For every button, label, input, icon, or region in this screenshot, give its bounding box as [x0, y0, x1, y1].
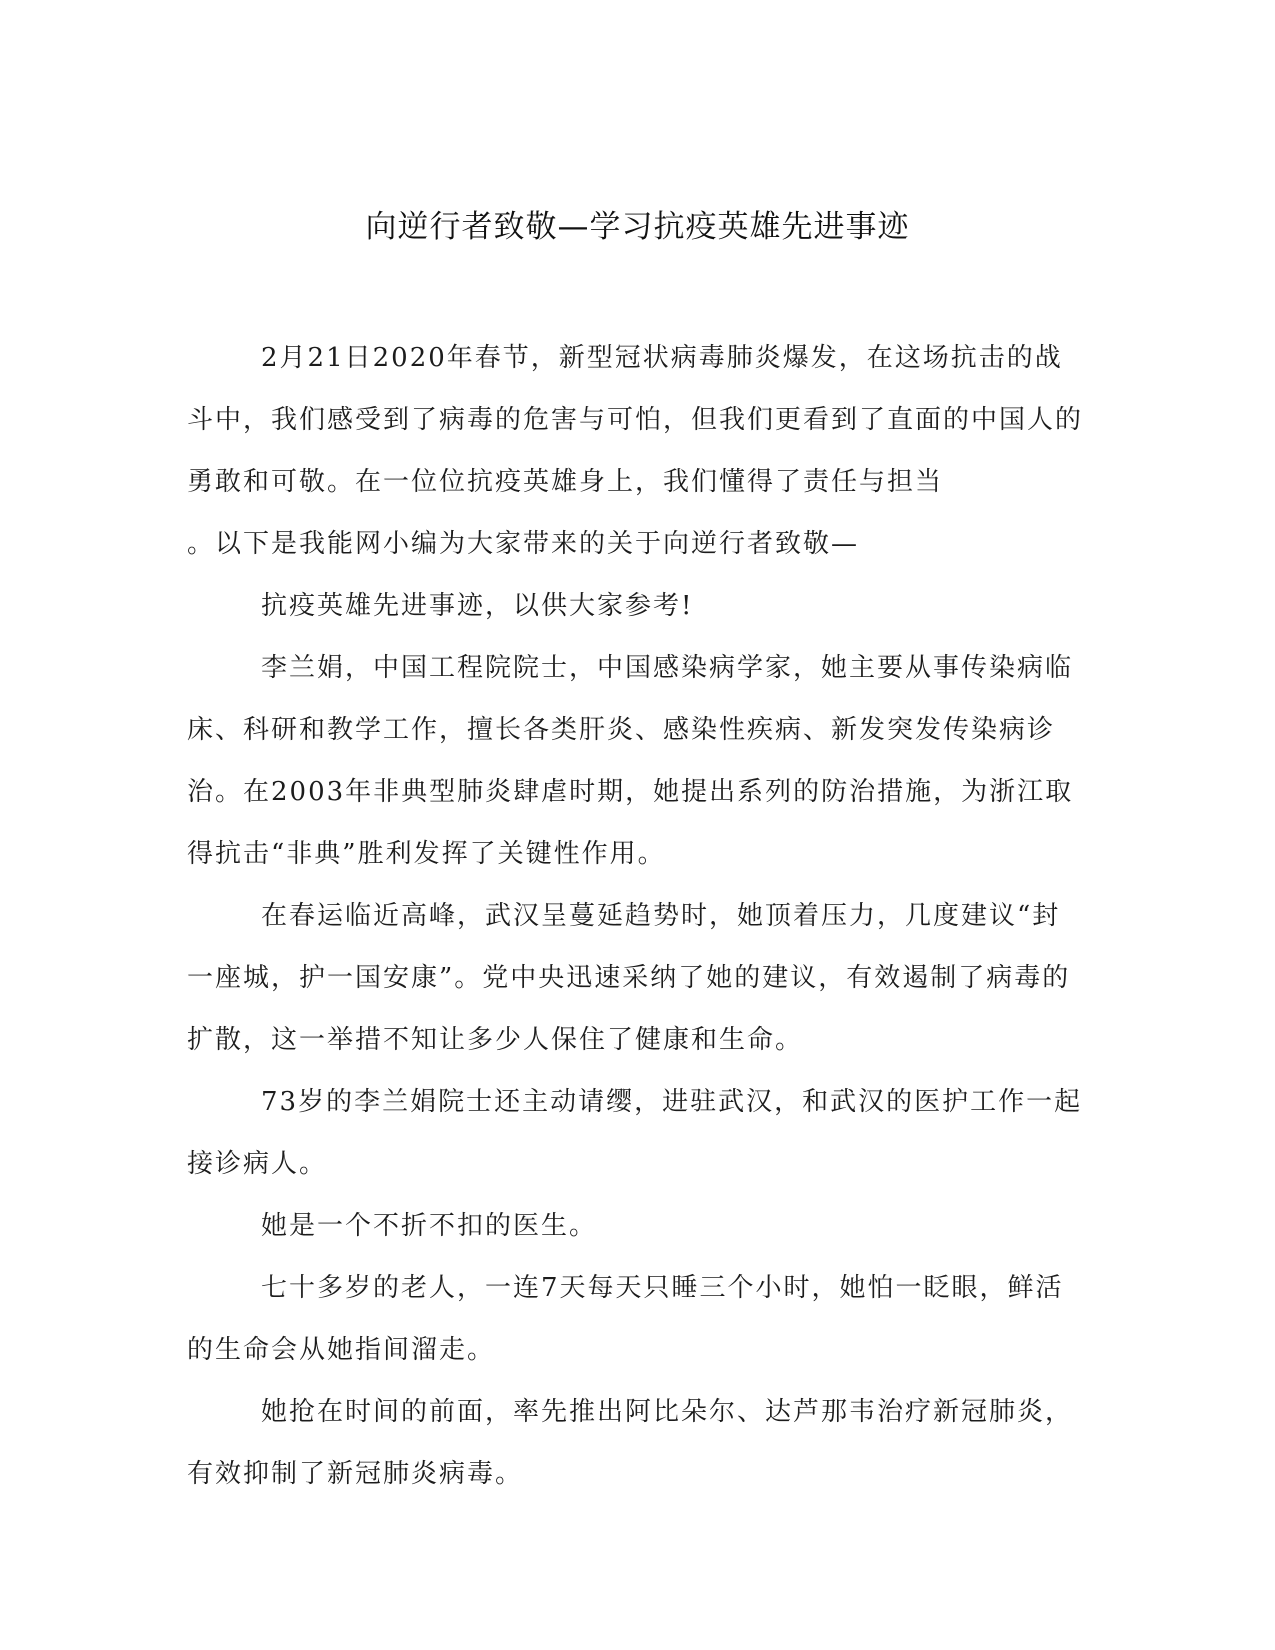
paragraph-intro-continued: 。以下是我能网小编为大家带来的关于向逆行者致敬—: [187, 529, 860, 559]
paragraph-intro: 2月21日2020年春节，新型冠状病毒肺炎爆发，在这场抗击的战斗中，我们感受到了病毒的危害与可怕，但我们更看到了直面的中国人的勇敢和可敬。在一位位抗疫英雄身上，我们懂得了责任与担当: [187, 343, 1084, 497]
paragraph-lockdown-advice: 在春运临近高峰，武汉呈蔓延趋势时，她顶着压力，几度建议“封一座城，护一国安康”。党中央迅速采纳了她的建议，有效遏制了病毒的扩散，这一举措不知让多少人保住了健康和生命。: [187, 901, 1071, 1055]
paragraph-reference-note: 抗疫英雄先进事迹，以供大家参考!: [261, 591, 694, 621]
document-body: [187, 327, 1087, 1505]
paragraph-wuhan-deployment: 73岁的李兰娟院士还主动请缨，进驻武汉，和武汉的医护工作一起接诊病人。: [187, 1087, 1083, 1179]
paragraph-sleepless: 七十多岁的老人，一连7天每天只睡三个小时，她怕一眨眼，鲜活的生命会从她指间溜走。: [187, 1273, 1064, 1365]
paragraph-li-lanjuan-bio: 李兰娟，中国工程院院士，中国感染病学家，她主要从事传染病临床、科研和教学工作，擅长各类肝炎、感染性疾病、新发突发传染病诊治。在2003年非典型肺炎肆虐时期，她提出系列的防治措施，为浙江取得抗击“非典”胜利发挥了关键性作用。: [187, 653, 1074, 869]
paragraph-treatment: 她抢在时间的前面，率先推出阿比朵尔、达芦那韦治疗新冠肺炎，有效抑制了新冠肺炎病毒。: [187, 1397, 1074, 1489]
paragraph-doctor: 她是一个不折不扣的医生。: [261, 1211, 598, 1241]
document-title: 向逆行者致敬—学习抗疫英雄先进事迹: [365, 209, 910, 245]
